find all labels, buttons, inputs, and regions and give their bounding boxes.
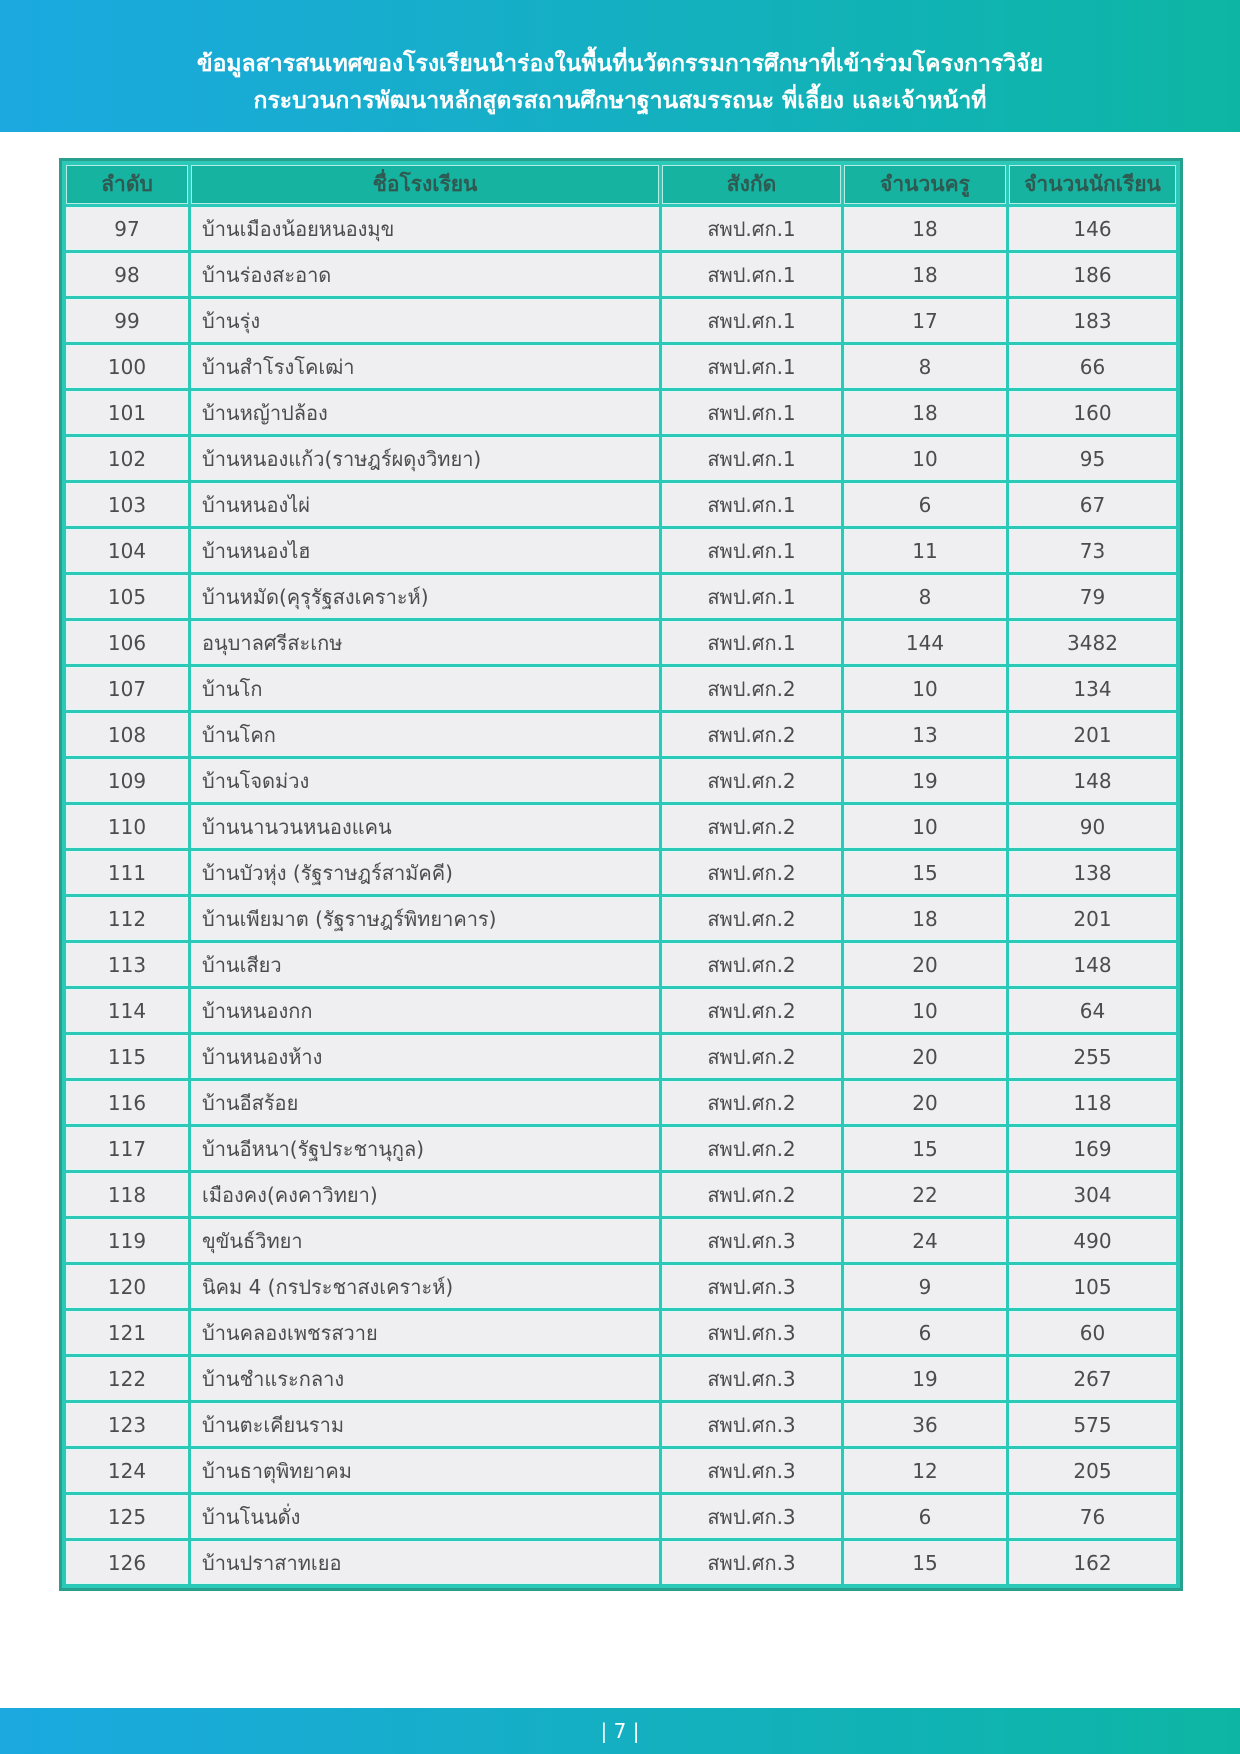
cell-teacher-count: 20 — [845, 1036, 1005, 1077]
cell-affiliation: สพป.ศก.3 — [663, 1496, 840, 1537]
cell-school-name: บ้านสำโรงโคเฒ่า — [192, 346, 658, 387]
cell-school-name: บ้านหญ้าปล้อง — [192, 392, 658, 433]
cell-school-name: นิคม 4 (กรประชาสงเคราะห์) — [192, 1266, 658, 1307]
cell-student-count: 201 — [1010, 714, 1175, 755]
cell-school-name: บ้านโจดม่วง — [192, 760, 658, 801]
cell-student-count: 186 — [1010, 254, 1175, 295]
cell-student-count: 205 — [1010, 1450, 1175, 1491]
cell-teacher-count: 20 — [845, 944, 1005, 985]
cell-student-count: 490 — [1010, 1220, 1175, 1261]
table-row — [67, 1404, 1175, 1445]
cell-affiliation: สพป.ศก.1 — [663, 530, 840, 571]
table-row — [67, 300, 1175, 341]
cell-student-count: 60 — [1010, 1312, 1175, 1353]
cell-order: 103 — [67, 484, 187, 525]
cell-affiliation: สพป.ศก.1 — [663, 392, 840, 433]
table-row — [67, 392, 1175, 433]
cell-teacher-count: 6 — [845, 1312, 1005, 1353]
cell-order: 112 — [67, 898, 187, 939]
cell-affiliation: สพป.ศก.3 — [663, 1312, 840, 1353]
cell-school-name: บ้านชำแระกลาง — [192, 1358, 658, 1399]
cell-school-name: บ้านธาตุพิทยาคม — [192, 1450, 658, 1491]
table-row — [67, 1174, 1175, 1215]
cell-school-name: บ้านเมืองน้อยหนองมุข — [192, 208, 658, 249]
cell-order: 101 — [67, 392, 187, 433]
table-row — [67, 714, 1175, 755]
cell-teacher-count: 18 — [845, 208, 1005, 249]
cell-school-name: บ้านบัวหุ่ง (รัฐราษฎร์สามัคคี) — [192, 852, 658, 893]
cell-student-count: 575 — [1010, 1404, 1175, 1445]
cell-affiliation: สพป.ศก.2 — [663, 944, 840, 985]
cell-school-name: บ้านโนนดั่ง — [192, 1496, 658, 1537]
table-row — [67, 438, 1175, 479]
cell-student-count: 95 — [1010, 438, 1175, 479]
cell-order: 110 — [67, 806, 187, 847]
table-body — [67, 208, 1175, 1583]
table-row — [67, 1496, 1175, 1537]
cell-school-name: บ้านอีหนา(รัฐประชานุกูล) — [192, 1128, 658, 1169]
cell-teacher-count: 6 — [845, 1496, 1005, 1537]
cell-order: 117 — [67, 1128, 187, 1169]
cell-teacher-count: 15 — [845, 1128, 1005, 1169]
cell-affiliation: สพป.ศก.2 — [663, 760, 840, 801]
cell-order: 114 — [67, 990, 187, 1031]
cell-student-count: 73 — [1010, 530, 1175, 571]
cell-order: 104 — [67, 530, 187, 571]
cell-order: 116 — [67, 1082, 187, 1123]
banner-title-line-1: ข้อมูลสารสนเทศของโรงเรียนนำร่องในพื้นที่นวัตกรรมการศึกษาที่เข้าร่วมโครงการวิจัย — [196, 51, 1044, 77]
cell-order: 113 — [67, 944, 187, 985]
table-row — [67, 622, 1175, 663]
cell-teacher-count: 36 — [845, 1404, 1005, 1445]
cell-school-name: บ้านโคก — [192, 714, 658, 755]
cell-student-count: 76 — [1010, 1496, 1175, 1537]
column-header-affiliation: สังกัด — [663, 166, 840, 203]
table-row — [67, 990, 1175, 1031]
cell-order: 115 — [67, 1036, 187, 1077]
cell-student-count: 160 — [1010, 392, 1175, 433]
cell-student-count: 267 — [1010, 1358, 1175, 1399]
cell-order: 123 — [67, 1404, 187, 1445]
cell-affiliation: สพป.ศก.2 — [663, 714, 840, 755]
cell-teacher-count: 10 — [845, 806, 1005, 847]
cell-student-count: 3482 — [1010, 622, 1175, 663]
table-row — [67, 576, 1175, 617]
cell-school-name: บ้านหนองไผ่ — [192, 484, 658, 525]
cell-teacher-count: 10 — [845, 438, 1005, 479]
cell-school-name: บ้านอีสร้อย — [192, 1082, 658, 1123]
cell-school-name: บ้านหนองไฮ — [192, 530, 658, 571]
cell-order: 125 — [67, 1496, 187, 1537]
cell-affiliation: สพป.ศก.2 — [663, 898, 840, 939]
cell-teacher-count: 19 — [845, 1358, 1005, 1399]
cell-order: 97 — [67, 208, 187, 249]
cell-student-count: 201 — [1010, 898, 1175, 939]
cell-affiliation: สพป.ศก.2 — [663, 806, 840, 847]
cell-school-name: บ้านนานวนหนองแคน — [192, 806, 658, 847]
table-row — [67, 530, 1175, 571]
cell-school-name: บ้านร่องสะอาด — [192, 254, 658, 295]
banner-title-line-2: กระบวนการพัฒนาหลักสูตรสถานศึกษาฐานสมรรถนะ พี่เลี้ยง และเจ้าหน้าที่ — [253, 88, 987, 114]
table-row — [67, 760, 1175, 801]
cell-student-count: 66 — [1010, 346, 1175, 387]
cell-affiliation: สพป.ศก.1 — [663, 254, 840, 295]
cell-teacher-count: 10 — [845, 668, 1005, 709]
cell-order: 107 — [67, 668, 187, 709]
table-row — [67, 898, 1175, 939]
cell-student-count: 146 — [1010, 208, 1175, 249]
cell-order: 124 — [67, 1450, 187, 1491]
cell-affiliation: สพป.ศก.3 — [663, 1450, 840, 1491]
table-row — [67, 1036, 1175, 1077]
cell-teacher-count: 13 — [845, 714, 1005, 755]
cell-order: 118 — [67, 1174, 187, 1215]
cell-affiliation: สพป.ศก.1 — [663, 208, 840, 249]
table-row — [67, 1358, 1175, 1399]
table-row — [67, 852, 1175, 893]
cell-school-name: ขุขันธ์วิทยา — [192, 1220, 658, 1261]
cell-school-name: บ้านโก — [192, 668, 658, 709]
cell-order: 106 — [67, 622, 187, 663]
cell-school-name: บ้านรุ่ง — [192, 300, 658, 341]
table-row — [67, 806, 1175, 847]
schools-table — [59, 158, 1183, 1591]
cell-order: 108 — [67, 714, 187, 755]
table-row — [67, 944, 1175, 985]
cell-order: 98 — [67, 254, 187, 295]
cell-affiliation: สพป.ศก.1 — [663, 576, 840, 617]
cell-affiliation: สพป.ศก.2 — [663, 1128, 840, 1169]
cell-teacher-count: 12 — [845, 1450, 1005, 1491]
cell-student-count: 148 — [1010, 944, 1175, 985]
cell-affiliation: สพป.ศก.3 — [663, 1266, 840, 1307]
cell-affiliation: สพป.ศก.3 — [663, 1404, 840, 1445]
cell-school-name: บ้านเสียว — [192, 944, 658, 985]
cell-student-count: 90 — [1010, 806, 1175, 847]
cell-teacher-count: 9 — [845, 1266, 1005, 1307]
cell-order: 121 — [67, 1312, 187, 1353]
cell-school-name: บ้านคลองเพชรสวาย — [192, 1312, 658, 1353]
cell-affiliation: สพป.ศก.1 — [663, 300, 840, 341]
cell-order: 120 — [67, 1266, 187, 1307]
table-row — [67, 1266, 1175, 1307]
cell-teacher-count: 8 — [845, 576, 1005, 617]
table-row — [67, 1220, 1175, 1261]
cell-student-count: 134 — [1010, 668, 1175, 709]
cell-order: 111 — [67, 852, 187, 893]
cell-student-count: 138 — [1010, 852, 1175, 893]
table-row — [67, 254, 1175, 295]
cell-affiliation: สพป.ศก.2 — [663, 852, 840, 893]
cell-affiliation: สพป.ศก.3 — [663, 1542, 840, 1583]
cell-student-count: 148 — [1010, 760, 1175, 801]
cell-school-name: บ้านหมัด(คุรุรัฐสงเคราะห์) — [192, 576, 658, 617]
cell-student-count: 79 — [1010, 576, 1175, 617]
cell-teacher-count: 6 — [845, 484, 1005, 525]
table-row — [67, 1128, 1175, 1169]
cell-teacher-count: 18 — [845, 254, 1005, 295]
cell-student-count: 67 — [1010, 484, 1175, 525]
cell-affiliation: สพป.ศก.1 — [663, 622, 840, 663]
column-header-student-count: จำนวนนักเรียน — [1010, 166, 1175, 203]
cell-teacher-count: 10 — [845, 990, 1005, 1031]
cell-student-count: 183 — [1010, 300, 1175, 341]
cell-teacher-count: 19 — [845, 760, 1005, 801]
table-row — [67, 668, 1175, 709]
cell-school-name: บ้านหนองกก — [192, 990, 658, 1031]
table-row — [67, 1450, 1175, 1491]
cell-teacher-count: 20 — [845, 1082, 1005, 1123]
cell-teacher-count: 24 — [845, 1220, 1005, 1261]
table-row — [67, 208, 1175, 249]
cell-student-count: 255 — [1010, 1036, 1175, 1077]
cell-affiliation: สพป.ศก.2 — [663, 1082, 840, 1123]
cell-teacher-count: 18 — [845, 392, 1005, 433]
cell-order: 109 — [67, 760, 187, 801]
cell-teacher-count: 17 — [845, 300, 1005, 341]
cell-school-name: บ้านหนองแก้ว(ราษฎร์ผดุงวิทยา) — [192, 438, 658, 479]
column-header-school-name: ชื่อโรงเรียน — [192, 166, 658, 203]
cell-school-name: บ้านหนองห้าง — [192, 1036, 658, 1077]
cell-affiliation: สพป.ศก.1 — [663, 484, 840, 525]
column-header-order: ลำดับ — [67, 166, 187, 203]
cell-student-count: 304 — [1010, 1174, 1175, 1215]
cell-affiliation: สพป.ศก.3 — [663, 1220, 840, 1261]
cell-school-name: บ้านปราสาทเยอ — [192, 1542, 658, 1583]
cell-affiliation: สพป.ศก.3 — [663, 1358, 840, 1399]
cell-order: 126 — [67, 1542, 187, 1583]
cell-student-count: 118 — [1010, 1082, 1175, 1123]
top-banner — [0, 0, 1240, 132]
cell-affiliation: สพป.ศก.2 — [663, 990, 840, 1031]
cell-teacher-count: 15 — [845, 1542, 1005, 1583]
table-row — [67, 1542, 1175, 1583]
cell-teacher-count: 11 — [845, 530, 1005, 571]
cell-teacher-count: 18 — [845, 898, 1005, 939]
cell-teacher-count: 144 — [845, 622, 1005, 663]
cell-student-count: 105 — [1010, 1266, 1175, 1307]
table-header-row — [67, 166, 1175, 203]
cell-teacher-count: 22 — [845, 1174, 1005, 1215]
cell-affiliation: สพป.ศก.1 — [663, 438, 840, 479]
cell-affiliation: สพป.ศก.2 — [663, 668, 840, 709]
cell-order: 119 — [67, 1220, 187, 1261]
cell-order: 100 — [67, 346, 187, 387]
table-container — [59, 158, 1183, 1591]
cell-affiliation: สพป.ศก.2 — [663, 1036, 840, 1077]
cell-order: 102 — [67, 438, 187, 479]
table-row — [67, 484, 1175, 525]
cell-school-name: เมืองคง(คงคาวิทยา) — [192, 1174, 658, 1215]
cell-school-name: อนุบาลศรีสะเกษ — [192, 622, 658, 663]
cell-student-count: 162 — [1010, 1542, 1175, 1583]
table-row — [67, 346, 1175, 387]
cell-order: 99 — [67, 300, 187, 341]
column-header-teacher-count: จำนวนครู — [845, 166, 1005, 203]
cell-student-count: 169 — [1010, 1128, 1175, 1169]
page-number: | 7 | — [600, 1719, 640, 1743]
cell-affiliation: สพป.ศก.1 — [663, 346, 840, 387]
cell-school-name: บ้านเพียมาต (รัฐราษฎร์พิทยาคาร) — [192, 898, 658, 939]
cell-teacher-count: 15 — [845, 852, 1005, 893]
cell-order: 122 — [67, 1358, 187, 1399]
table-row — [67, 1312, 1175, 1353]
cell-affiliation: สพป.ศก.2 — [663, 1174, 840, 1215]
cell-teacher-count: 8 — [845, 346, 1005, 387]
cell-order: 105 — [67, 576, 187, 617]
cell-student-count: 64 — [1010, 990, 1175, 1031]
page-footer — [0, 1708, 1240, 1754]
table-row — [67, 1082, 1175, 1123]
cell-school-name: บ้านตะเคียนราม — [192, 1404, 658, 1445]
